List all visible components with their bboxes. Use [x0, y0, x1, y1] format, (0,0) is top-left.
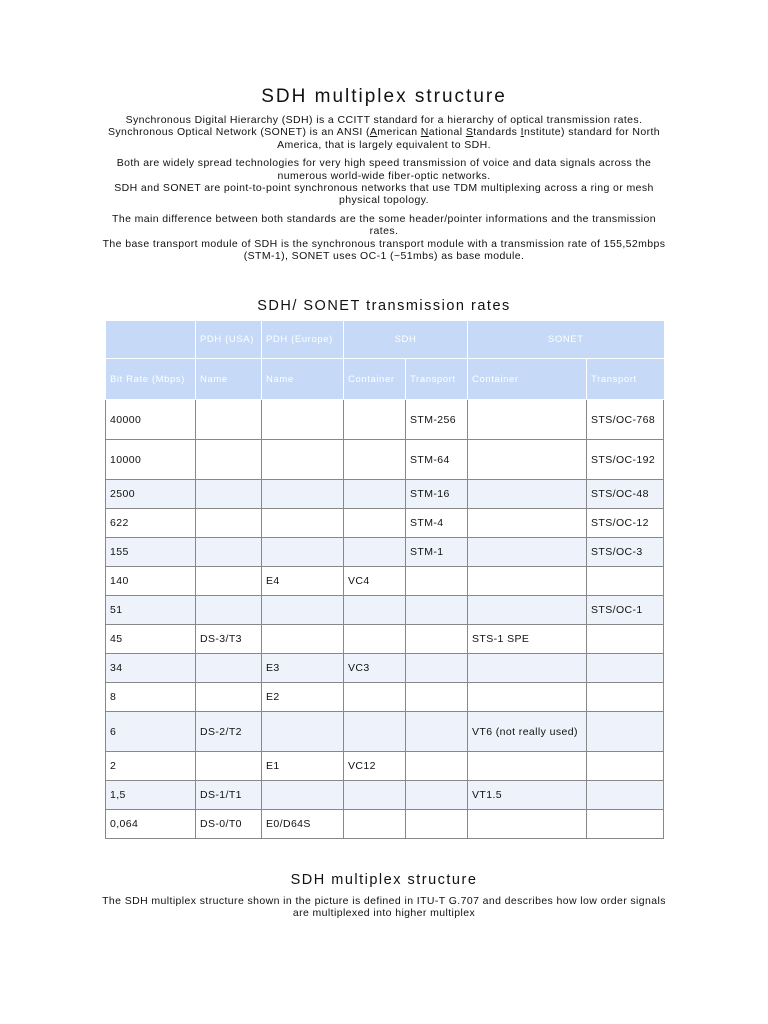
table-row [106, 781, 664, 810]
table-row [106, 480, 664, 509]
cell-pdh-europe: E1 [262, 752, 344, 781]
cell-sonet-container [468, 752, 587, 781]
cell-sonet-container [468, 400, 587, 440]
cell-pdh-europe [262, 712, 344, 752]
table-row [106, 712, 664, 752]
cell-sdh-container: VC3 [344, 654, 406, 683]
cell-pdh-europe: E2 [262, 683, 344, 712]
cell-sdh-transport: STM-256 [406, 400, 468, 440]
cell-sonet-container [468, 440, 587, 480]
cell-sonet-container [468, 596, 587, 625]
cell-sdh-transport: STM-64 [406, 440, 468, 480]
cell-sonet-transport: STS/OC-12 [587, 509, 664, 538]
cell-pdh-europe [262, 509, 344, 538]
header-sdh-transport: Transport [406, 359, 468, 400]
cell-bit-rate: 622 [106, 509, 196, 538]
cell-pdh-europe: E4 [262, 567, 344, 596]
cell-sdh-transport [406, 596, 468, 625]
table-header-row-top [106, 321, 664, 359]
intro-paragraph-1: Synchronous Digital Hierarchy (SDH) is a CCITT standard for a hierarchy of optical transmission rates. Synchronous Optical Network (SONET) is an ANSI (American National Standards Institute) standard for North America, that is largely equivalent to SDH. [107, 114, 661, 151]
cell-pdh-usa [196, 480, 262, 509]
table-row [106, 509, 664, 538]
table-row [106, 810, 664, 839]
cell-pdh-usa [196, 440, 262, 480]
cell-sdh-container: VC12 [344, 752, 406, 781]
cell-bit-rate: 0,064 [106, 810, 196, 839]
cell-sonet-transport [587, 683, 664, 712]
cell-sonet-transport [587, 810, 664, 839]
rates-section-title: SDH/ SONET transmission rates [257, 298, 511, 314]
cell-sdh-container [344, 400, 406, 440]
cell-bit-rate: 6 [106, 712, 196, 752]
cell-sonet-transport [587, 625, 664, 654]
cell-sdh-container [344, 625, 406, 654]
cell-pdh-usa: DS-0/T0 [196, 810, 262, 839]
cell-pdh-usa [196, 654, 262, 683]
cell-pdh-usa [196, 538, 262, 567]
table-row [106, 752, 664, 781]
cell-sdh-transport: STM-1 [406, 538, 468, 567]
table-row [106, 567, 664, 596]
header-pdh-usa: PDH (USA) [196, 321, 262, 359]
cell-sonet-container [468, 480, 587, 509]
intro-paragraph-4: The main difference between both standards are the some header/pointer informations and the transmission rates. [112, 212, 656, 238]
cell-sdh-container [344, 480, 406, 509]
multiplex-section-text: The SDH multiplex structure shown in the picture is defined in ITU-T G.707 and describes how low order signals are multiplexed into higher multiplex [102, 895, 666, 920]
cell-sonet-container [468, 538, 587, 567]
cell-sonet-container: STS-1 SPE [468, 625, 587, 654]
intro-section [100, 114, 668, 268]
cell-sonet-transport [587, 654, 664, 683]
multiplex-section-title: SDH multiplex structure [290, 872, 478, 888]
table-row [106, 440, 664, 480]
cell-sdh-transport [406, 752, 468, 781]
cell-bit-rate: 45 [106, 625, 196, 654]
header-bit-rate: Bit Rate (Mbps) [106, 359, 196, 400]
header-sonet: SONET [468, 321, 664, 359]
cell-sonet-transport: STS/OC-192 [587, 440, 664, 480]
cell-sdh-transport: STM-16 [406, 480, 468, 509]
cell-pdh-usa [196, 596, 262, 625]
header-pdh-europe: PDH (Europe) [262, 321, 344, 359]
cell-pdh-usa [196, 400, 262, 440]
cell-bit-rate: 8 [106, 683, 196, 712]
cell-sdh-transport: STM-4 [406, 509, 468, 538]
cell-sonet-container [468, 683, 587, 712]
transmission-rates-table [105, 321, 664, 839]
table-row [106, 400, 664, 440]
table-row [106, 654, 664, 683]
table-body [106, 400, 664, 839]
page-title: SDH multiplex structure [261, 86, 507, 107]
cell-sdh-transport [406, 625, 468, 654]
cell-sonet-transport [587, 567, 664, 596]
intro-paragraph-5: The base transport module of SDH is the synchronous transport module with a transmission rate of 155,52mbps (STM-1), SONET uses OC-1 (~51mbs) as base module. [102, 237, 666, 263]
cell-sdh-container [344, 683, 406, 712]
table-row [106, 538, 664, 567]
header-sonet-container: Container [468, 359, 587, 400]
cell-sonet-transport: STS/OC-3 [587, 538, 664, 567]
cell-sonet-transport: STS/OC-1 [587, 596, 664, 625]
cell-pdh-europe: E0/D64S [262, 810, 344, 839]
cell-bit-rate: 40000 [106, 400, 196, 440]
header-sdh-container: Container [344, 359, 406, 400]
header-empty-cell [106, 321, 196, 359]
cell-sonet-container [468, 509, 587, 538]
cell-sdh-transport [406, 781, 468, 810]
cell-pdh-usa: DS-2/T2 [196, 712, 262, 752]
cell-sdh-container [344, 596, 406, 625]
cell-sdh-transport [406, 654, 468, 683]
cell-pdh-europe [262, 400, 344, 440]
cell-sonet-transport [587, 752, 664, 781]
cell-sdh-transport [406, 810, 468, 839]
cell-pdh-europe [262, 440, 344, 480]
cell-bit-rate: 51 [106, 596, 196, 625]
cell-sonet-transport: STS/OC-48 [587, 480, 664, 509]
cell-pdh-usa: DS-1/T1 [196, 781, 262, 810]
cell-sdh-container [344, 712, 406, 752]
header-name-europe: Name [262, 359, 344, 400]
cell-bit-rate: 140 [106, 567, 196, 596]
cell-bit-rate: 1,5 [106, 781, 196, 810]
cell-sonet-transport [587, 712, 664, 752]
cell-sdh-container: VC4 [344, 567, 406, 596]
intro-paragraph-2: Both are widely spread technologies for very high speed transmission of voice and data signals across the numerous world-wide fiber-optic networks. [116, 157, 652, 182]
cell-sonet-container [468, 810, 587, 839]
cell-bit-rate: 10000 [106, 440, 196, 480]
cell-pdh-usa [196, 752, 262, 781]
table-header-row-sub [106, 359, 664, 400]
cell-sonet-transport: STS/OC-768 [587, 400, 664, 440]
cell-sonet-container: VT6 (not really used) [468, 712, 587, 752]
cell-sonet-container [468, 654, 587, 683]
cell-pdh-usa [196, 683, 262, 712]
cell-sdh-container [344, 509, 406, 538]
cell-pdh-usa: DS-3/T3 [196, 625, 262, 654]
header-sdh: SDH [344, 321, 468, 359]
cell-bit-rate: 2 [106, 752, 196, 781]
cell-sdh-container [344, 440, 406, 480]
cell-sonet-container [468, 567, 587, 596]
table-row [106, 596, 664, 625]
cell-bit-rate: 2500 [106, 480, 196, 509]
cell-sdh-transport [406, 683, 468, 712]
cell-bit-rate: 155 [106, 538, 196, 567]
cell-pdh-europe [262, 625, 344, 654]
cell-pdh-usa [196, 509, 262, 538]
cell-sdh-container [344, 538, 406, 567]
header-sonet-transport: Transport [587, 359, 664, 400]
cell-pdh-europe [262, 781, 344, 810]
cell-pdh-usa [196, 567, 262, 596]
cell-pdh-europe [262, 596, 344, 625]
cell-sdh-container [344, 810, 406, 839]
cell-pdh-europe [262, 538, 344, 567]
cell-sdh-transport [406, 712, 468, 752]
intro-paragraph-3: SDH and SONET are point-to-point synchronous networks that use TDM multiplexing across a ring or mesh physical topology. [114, 182, 654, 207]
table-row [106, 683, 664, 712]
cell-sonet-transport [587, 781, 664, 810]
cell-bit-rate: 34 [106, 654, 196, 683]
cell-sonet-container: VT1.5 [468, 781, 587, 810]
header-name-usa: Name [196, 359, 262, 400]
cell-sdh-container [344, 781, 406, 810]
cell-pdh-europe [262, 480, 344, 509]
cell-sdh-transport [406, 567, 468, 596]
cell-pdh-europe: E3 [262, 654, 344, 683]
table-row [106, 625, 664, 654]
